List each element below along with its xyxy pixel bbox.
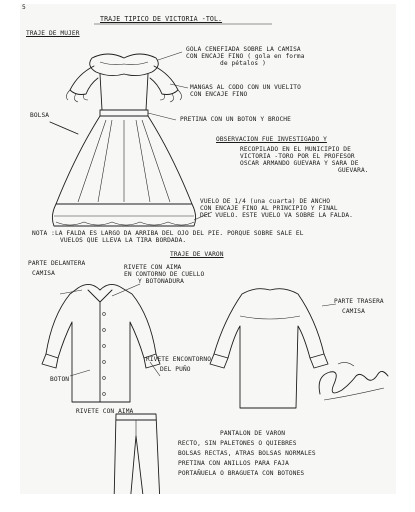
label-front-part: PARTE DELANTERA (28, 260, 86, 267)
document-title: TRAJE TIPICO DE VICTORIA -TOL. (100, 15, 223, 23)
label-observation-title: OBSERVACION FUE INVESTIGADO Y (216, 136, 327, 143)
label-sleeves-line-2: CON ENCAJE FINO (190, 91, 248, 98)
costume-drawings (20, 4, 396, 494)
label-collar-line-3: de pétalos ) (220, 60, 266, 67)
signature-graphic (319, 362, 388, 400)
label-collar-line-2: CON ENCAJE FINO ( gola en forma (186, 53, 305, 60)
section-title-woman: TRAJE DE MUJER (26, 30, 80, 37)
label-pretina: PRETINA CON UN BOTON Y BROCHE (180, 116, 291, 123)
man-shirt-collar (88, 290, 112, 302)
section-title-man: TRAJE DE VARON (170, 251, 224, 258)
label-trousers-line-3: BOLSAS RECTAS, ATRAS BOLSAS NORMALES (178, 450, 316, 457)
label-observation-line-4: GUEVARA. (338, 167, 369, 174)
woman-skirt-ruffle (52, 204, 195, 226)
label-ruffle-line-3: DEL VUELO. ESTE VUELO VA SOBRE LA FALDA. (200, 212, 354, 219)
label-trousers-line-4: PRETINA CON ANILLOS PARA FAJA (178, 460, 289, 467)
label-ruffle-line-1: VUELO DE 1/4 (una cuarta) DE ANCHO (200, 198, 331, 205)
man-shirt-front (46, 284, 156, 402)
label-trousers-line-2: RECTO, SIN PALETONES O QUIEBRES (178, 440, 297, 447)
man-left-cuff (42, 354, 58, 368)
label-back-part: PARTE TRASERA (334, 298, 384, 305)
label-front-shirt: CAMISA (32, 270, 55, 277)
page-corner-mark: 5 (22, 4, 26, 11)
label-observation-line-1: RECOPILADO EN EL MUNICIPIO DE (240, 146, 351, 153)
bolsa-pointer (50, 122, 78, 134)
woman-collar (90, 54, 159, 76)
label-cuff-trim-line-1: RIVETE ENCONTORNO (146, 356, 212, 363)
woman-costume-drawing (50, 52, 212, 226)
label-ruffle-line-2: CON ENCAJE FINO AL PRINCIPIO Y FINAL (200, 205, 338, 212)
label-bolsa: BOLSA (30, 112, 50, 119)
label-collar-trim-line-3: Y BOTONADURA (138, 278, 184, 285)
man-shirt-back (214, 289, 324, 408)
document-sheet (20, 4, 396, 494)
label-collar-trim-line-1: RIVETE CON AIMA (124, 264, 182, 271)
label-trim-aima: RIVETE CON AIMA (76, 408, 134, 415)
label-button: BOTON (50, 376, 70, 383)
label-trousers-line-1: PANTALON DE VARON (220, 430, 286, 437)
man-trousers (114, 414, 160, 494)
woman-waistband (100, 110, 148, 116)
label-observation-line-3: OSCAR ARMANDO GUEVARA Y SARA DE (240, 160, 359, 167)
note-line-2: VUELOS QUE LLEVA LA TIRA BORDADA. (60, 237, 187, 244)
note-line-1: NOTA :LA FALDA ES LARGO DA ARRIBA DEL OJO DEL PIE. PORQUE SOBRE SALE EL (32, 230, 304, 237)
label-back-shirt: CAMISA (342, 308, 365, 315)
label-trousers-line-5: PORTAÑUELA O BRAGUETA CON BOTONES (178, 470, 305, 477)
label-cuff-trim-line-2: DEL PUÑO (160, 366, 191, 373)
label-collar-trim-line-2: EN CONTORNO DE CUELLO (124, 271, 205, 278)
label-observation-line-2: VICTORIA -TORO POR EL PROFESOR (240, 153, 355, 160)
label-collar-line-1: GOLA CENEFIADA SOBRE LA CAMISA (186, 46, 301, 53)
label-sleeves-line-1: MANGAS AL CODO CON UN VUELITO (190, 84, 301, 91)
woman-bodice (100, 74, 148, 110)
